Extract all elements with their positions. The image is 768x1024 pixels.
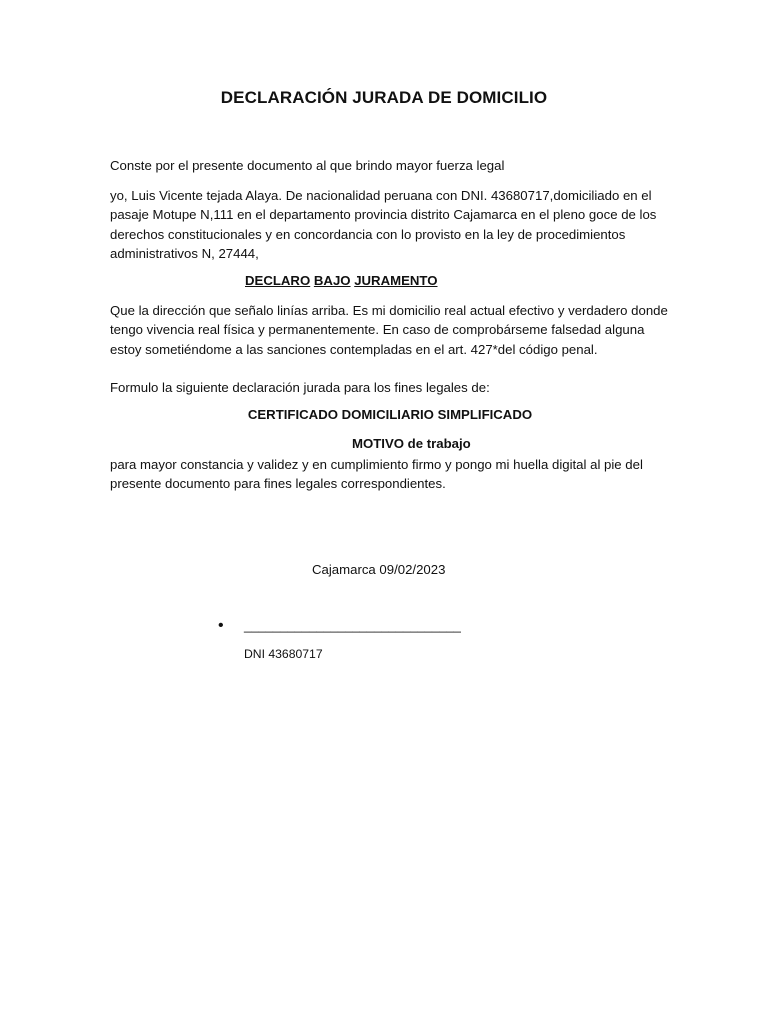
declaro-word: DECLARO bbox=[245, 273, 311, 288]
closing-paragraph: para mayor constancia y validez y en cumplimiento firmo y pongo mi huella digital al pie del presente documento para fines legales correspondientes. bbox=[110, 457, 643, 492]
juramento-word: JURAMENTO bbox=[354, 273, 438, 288]
signature-line: ______________________________ bbox=[244, 618, 461, 633]
address-paragraph: Que la dirección que señalo linías arriba. Es mi domicilio real actual efectivo y verdadero donde tengo vivencia real física y permanentemente. En caso de comprobárseme falsedad alguna estoy sometiéndome a las sanciones contempladas en el art. 427*del código penal. bbox=[110, 303, 668, 357]
document-title: DECLARACIÓN JURADA DE DOMICILIO bbox=[220, 88, 548, 107]
bajo-word: BAJO bbox=[313, 273, 351, 288]
certificate-title: CERTIFICADO DOMICILIARIO SIMPLIFICADO bbox=[247, 407, 533, 422]
declaration-heading bbox=[245, 273, 438, 288]
place-date: Cajamarca 09/02/2023 bbox=[312, 562, 446, 577]
intro-paragraph: Conste por el presente documento al que brindo mayor fuerza legal bbox=[110, 158, 505, 173]
purpose-intro: Formulo la siguiente declaración jurada para los fines legales de: bbox=[110, 380, 490, 395]
declarant-paragraph: yo, Luis Vicente tejada Alaya. De nacionalidad peruana con DNI. 43680717,domiciliado en el pasaje Motupe N,111 en el departamento provincia distrito Cajamarca en el pleno goce de los derechos constitucionales y en concordancia con lo provisto en la ley de procedimientos administrativos N, 27444, bbox=[110, 188, 657, 261]
motive-label: MOTIVO de trabajo bbox=[352, 436, 471, 451]
signature-bullet: • bbox=[218, 617, 224, 634]
signer-dni: DNI 43680717 bbox=[244, 647, 323, 661]
